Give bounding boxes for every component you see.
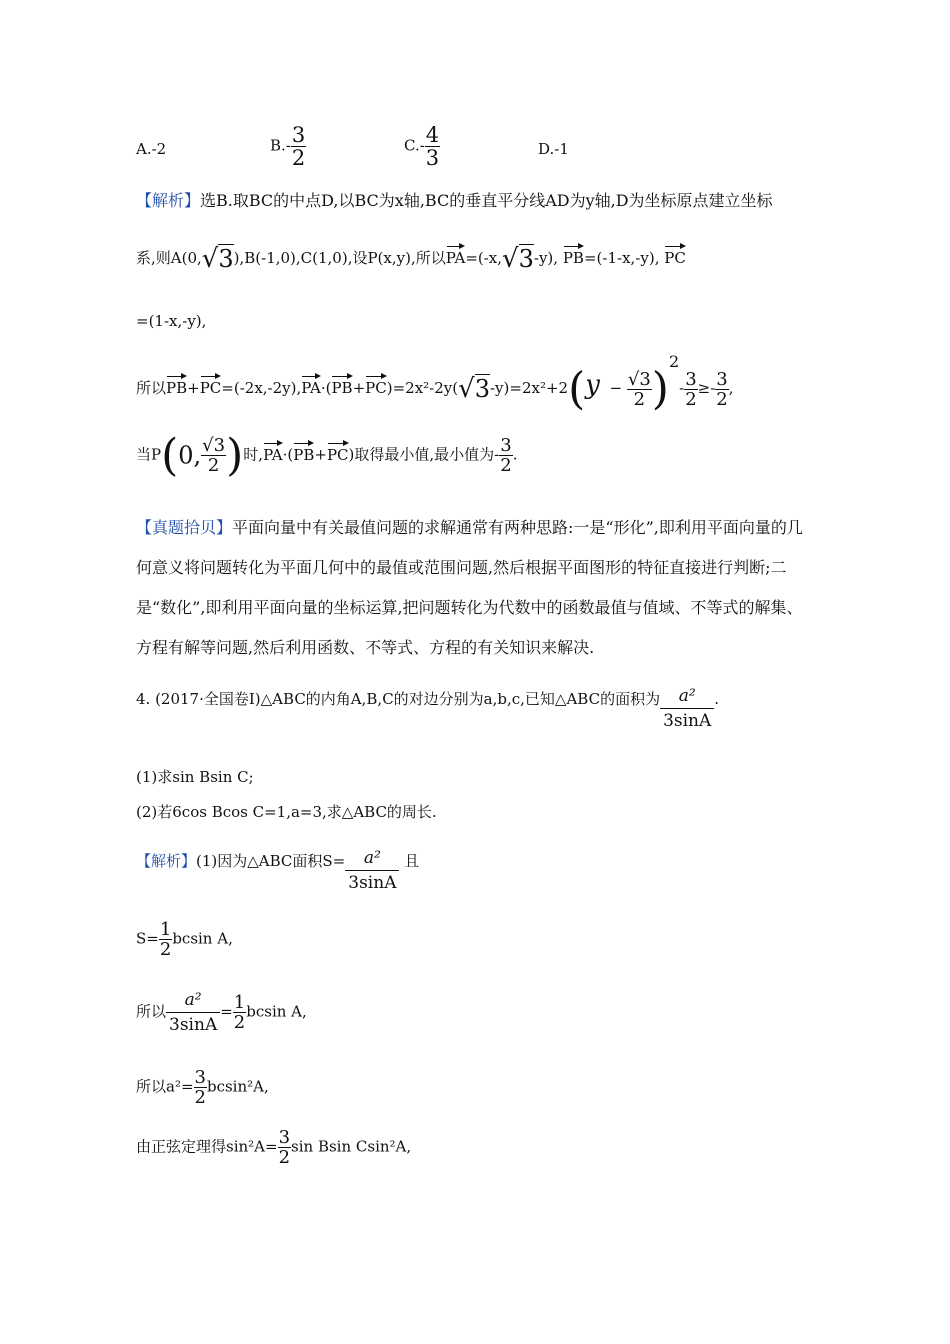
frac-num: 3 [278, 1127, 291, 1148]
exponent-2: 2 [668, 352, 680, 371]
sqrt-radicand: 3 [518, 245, 534, 273]
problem4-stem: 4. (2017·全国卷Ⅰ)△ABC的内角A,B,C的对边分别为a,b,c,已知△ABC的面积为 $\frac{\text{a²}}{3\sin A}$ . [136, 686, 720, 731]
text: =(-2x,-2y), [221, 379, 302, 397]
text: 所以a²= [136, 1077, 194, 1096]
frac-num: √3 [627, 368, 651, 390]
text: = [220, 1002, 233, 1021]
frac-num: 3 [291, 123, 306, 147]
frac-num: 4 [425, 123, 440, 147]
vector-pb: PB [563, 244, 584, 267]
problem-text: 4. (2017·全国卷Ⅰ)△ABC的内角A,B,C的对边分别为a,b,c,已知△ABC的面积为 [136, 690, 661, 708]
solution-tag: 【解析】 [136, 191, 201, 210]
text: -y)=2x²+2 [489, 379, 569, 397]
sqrt3-over-2 [627, 370, 652, 409]
frac-den: 2 [201, 455, 226, 475]
area-fraction [660, 684, 714, 733]
text: =(-1-x,-y), [583, 249, 660, 267]
frac-den: 2 [233, 1012, 246, 1033]
problem4-q2: (2)若6cos Bcos C=1,a=3,求△ABC的周长. [136, 803, 437, 821]
sqrt-radicand: 3 [218, 245, 234, 273]
area-fraction [345, 846, 399, 895]
frac-num: 1 [233, 992, 246, 1013]
problem4-q1: (1)求sin Bsin C; [136, 768, 254, 786]
solution1-line4: 所以PB+PC=(-2x,-2y),PA·(PB+PC)=2x²-2y(√3-y)=2x²+2(y − $\frac{√3}{2}$ )$^2$- $\frac{3}{2}$ ≥- $\frac{3}{2}$ , [136, 352, 734, 415]
text: 当P [136, 445, 162, 464]
frac-den: 3 [425, 146, 440, 170]
frac-den: 2 [685, 388, 697, 410]
solution1-line2 [136, 244, 686, 274]
vector-pc: PC [200, 374, 222, 397]
sqrt-3: √3 [502, 244, 534, 274]
text: (1)因为△ABC面积S= [196, 852, 346, 870]
option-b-prefix: B.- [270, 136, 291, 155]
one-half [159, 920, 172, 959]
solution2-line5 [136, 1128, 411, 1167]
three-half [715, 370, 728, 409]
text: 且 [404, 852, 420, 870]
text: bcsin A, [172, 929, 233, 948]
option-a: A.-2 [136, 140, 167, 158]
tip-text: 平面向量中有关最值问题的求解通常有两种思路:一是“形化”,即利用平面向量的几何意义将问题转化为平面几何中的最值或范围问题,然后根据平面图形的特征直接进行判断;二是“数化”,即利用平面向量的坐标运算,把问题转化为代数中的函数最值与值域、不等式的解集、方程有解等问题,然后利用函数、不等式、方程的有关知识来解决. [136, 518, 803, 657]
three-half [278, 1128, 291, 1167]
text: =2x²-2y( [392, 379, 459, 397]
solution2-line3 [136, 988, 307, 1037]
vector-pc: PC [327, 441, 349, 464]
frac-den: 2 [716, 388, 728, 410]
solution1-text: 选B.取BC的中点D,以BC为x轴,BC的垂直平分线AD为y轴,D为坐标原点建立坐标 [200, 191, 773, 210]
option-b-fraction [291, 124, 306, 169]
sqrt-radicand: 3 [639, 368, 651, 390]
vector-pb: PB [331, 374, 352, 397]
text: bcsin A, [246, 1002, 307, 1021]
frac-den: 2 [500, 455, 512, 476]
frac-num: 3 [716, 368, 728, 390]
text: 所以 [136, 1002, 167, 1021]
text: 由正弦定理得sin²A= [136, 1137, 278, 1156]
solution-tag: 【解析】 [136, 852, 197, 870]
frac-num: a² [678, 686, 696, 706]
paren-open: ( [161, 430, 179, 481]
frac-den: 2 [194, 1087, 206, 1108]
solution1-line1 [136, 188, 773, 211]
vector-pc: PC [365, 374, 387, 397]
three-half [684, 370, 697, 409]
sqrt-radicand: 3 [213, 435, 226, 456]
text: 系,则A(0, [136, 249, 202, 267]
frac-num: 3 [194, 1067, 206, 1088]
text: -y), [533, 249, 559, 267]
text: 取得最小值,最小值为- [354, 445, 500, 464]
frac-den: 2 [291, 146, 306, 170]
frac-den: 3sinA [345, 870, 399, 895]
text: =(-x, [465, 249, 503, 267]
vector-pb: PB [166, 374, 187, 397]
frac-num: a² [184, 990, 202, 1010]
paren-close: ) [651, 363, 669, 415]
frac-num: 3 [500, 435, 512, 456]
option-c [404, 124, 440, 169]
text: ),B(-1,0),C(1,0),设P(x,y),所以 [233, 249, 446, 267]
sqrt-3: √3 [458, 374, 490, 404]
frac-den: 2 [278, 1147, 291, 1168]
var-y: y [585, 370, 600, 400]
solution1-line5: 当P(0, $\frac{√3}{2}$ )时,PA·(PB+PC)取得最小值,最小值为- $\frac{3}{2}$ . [136, 430, 518, 481]
vector-pa: PA [301, 374, 321, 397]
one-half [233, 993, 246, 1032]
frac-den: 3sinA [166, 1012, 220, 1037]
three-half [499, 436, 512, 475]
text: 所以 [136, 379, 167, 397]
sqrt-3: √3 [201, 244, 234, 274]
vector-pa: PA [446, 244, 466, 267]
vector-pb: PB [293, 441, 314, 464]
text: S= [136, 929, 159, 948]
tip-paragraph [136, 508, 816, 668]
three-half [194, 1068, 207, 1107]
frac-num: √3 [202, 435, 226, 456]
solution1-line3: =(1-x,-y), [136, 312, 207, 330]
frac-den: 2 [627, 389, 652, 409]
option-c-fraction [425, 124, 440, 169]
sqrt-radicand: 3 [474, 375, 490, 403]
text: ≥- [697, 379, 716, 397]
area-fraction [166, 988, 220, 1037]
option-b [270, 124, 306, 169]
text: bcsin²A, [206, 1077, 269, 1096]
tip-tag: 【真题拾贝】 [136, 518, 233, 537]
solution2-line2 [136, 920, 233, 959]
vector-pa: PA [263, 441, 283, 464]
text: sin Bsin Csin²A, [291, 1137, 412, 1156]
frac-num: a² [363, 848, 381, 868]
frac-den: 2 [159, 939, 172, 960]
zero: 0, [178, 441, 202, 470]
paren-open: ( [568, 363, 586, 415]
sqrt3-over-2 [201, 436, 226, 475]
frac-num: 1 [159, 919, 172, 940]
paren-close: ) [226, 430, 244, 481]
frac-num: 3 [685, 368, 697, 390]
frac-den: 3sinA [660, 708, 714, 733]
solution2-line1 [136, 846, 419, 895]
vector-pc: PC [664, 244, 686, 267]
option-c-prefix: C.- [404, 136, 425, 155]
text: 时, [243, 445, 264, 464]
option-d: D.-1 [538, 140, 569, 158]
solution2-line4 [136, 1068, 269, 1107]
